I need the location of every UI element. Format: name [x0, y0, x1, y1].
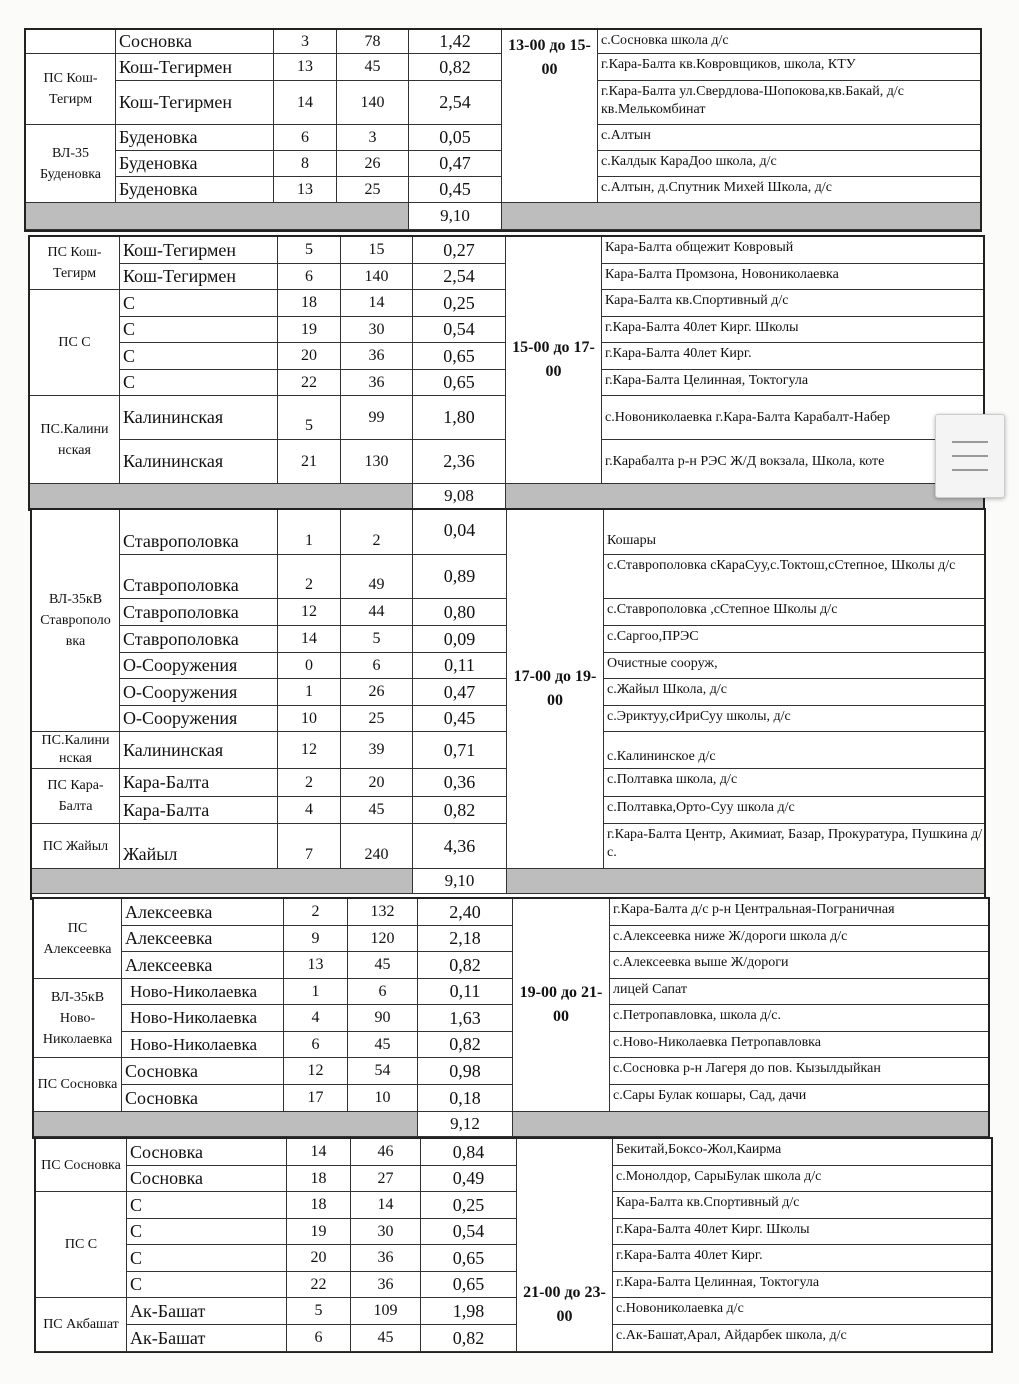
power-value: 0,82 — [421, 1325, 517, 1352]
load-value: 49 — [341, 555, 413, 599]
load-value: 36 — [341, 370, 413, 396]
feeder-number: 14 — [274, 81, 337, 125]
feeder-number: 8 — [274, 151, 337, 177]
power-value: 0,65 — [421, 1272, 517, 1298]
feeder-name: Сосновка — [122, 1085, 284, 1112]
feeder-number: 12 — [278, 732, 341, 769]
feeder-name: Жайыл — [120, 824, 278, 869]
time-window: 15-00 до 17-00 — [506, 237, 602, 484]
feeder-number: 4 — [284, 1005, 348, 1032]
feeder-name: С — [127, 1192, 287, 1219]
feeder-number: 20 — [278, 343, 341, 370]
address-cell: г.Кара-Балта 40лет Кирг. Школы — [602, 317, 983, 343]
feeder-number: 2 — [278, 555, 341, 599]
load-value: 27 — [351, 1166, 421, 1192]
feeder-name: Ак-Башат — [127, 1325, 287, 1352]
load-value: 20 — [341, 769, 413, 797]
feeder-number: 18 — [287, 1192, 351, 1219]
load-value: 10 — [348, 1085, 418, 1112]
power-value: 1,63 — [418, 1005, 513, 1032]
feeder-name: Кара-Балта — [120, 797, 278, 824]
feeder-number: 5 — [278, 237, 341, 264]
load-value: 140 — [337, 81, 409, 125]
feeder-name: Калининская — [120, 396, 278, 440]
feeder-name: Буденовка — [116, 125, 274, 151]
feeder-number: 2 — [278, 769, 341, 797]
power-value: 0,04 — [413, 510, 507, 555]
feeder-number: 20 — [287, 1245, 351, 1272]
feeder-name: Ново-Николаевка — [122, 979, 284, 1005]
time-window: 13-00 до 15-00 — [502, 30, 598, 203]
load-value: 45 — [348, 952, 418, 979]
power-value: 0,84 — [421, 1139, 517, 1166]
address-cell: с.Ставрополовка сКараСуу,с.Токтош,сСтепное, Школы д/с — [604, 555, 984, 599]
feeder-name: Буденовка — [116, 177, 274, 203]
feeder-number: 12 — [278, 599, 341, 626]
load-value: 90 — [348, 1005, 418, 1032]
address-cell: г.Кара-Балта ул.Свердлова-Шопокова,кв.Бакай, д/с кв.Мелькомбинат — [598, 81, 980, 125]
feeder-name: С — [127, 1219, 287, 1245]
load-value: 109 — [351, 1298, 421, 1325]
feeder-name: Ново-Николаевка — [122, 1005, 284, 1032]
feeder-name: Сосновка — [127, 1166, 287, 1192]
substation-cell: ПС С — [30, 290, 120, 396]
load-value: 46 — [351, 1139, 421, 1166]
total-row-fill — [507, 869, 984, 894]
substation-cell: ПС Сосновка — [36, 1139, 127, 1192]
address-cell: с.Алтын — [598, 125, 980, 151]
feeder-number: 21 — [278, 440, 341, 484]
time-window: 21-00 до 23-00 — [517, 1139, 613, 1352]
substation-cell: ПС Кош-Тегирм — [30, 237, 120, 290]
time-window: 17-00 до 19-00 — [507, 510, 604, 869]
load-value: 26 — [337, 151, 409, 177]
power-value: 0,47 — [409, 151, 502, 177]
feeder-name: Ново-Николаевка — [122, 1032, 284, 1058]
power-value: 0,25 — [421, 1192, 517, 1219]
address-cell: лицей Сапат — [610, 979, 988, 1005]
feeder-number: 19 — [278, 317, 341, 343]
power-value: 0,89 — [413, 555, 507, 599]
address-cell: г.Кара-Балта д/с р-н Центральная-Пограничная — [610, 899, 988, 926]
feeder-number: 1 — [278, 679, 341, 706]
feeder-name: С — [127, 1245, 287, 1272]
feeder-number: 5 — [287, 1298, 351, 1325]
feeder-name: С — [120, 370, 278, 396]
feeder-number: 2 — [284, 899, 348, 926]
power-value: 0,82 — [409, 54, 502, 81]
load-value: 5 — [341, 626, 413, 653]
address-cell: Кара-Балта кв.Спортивный д/с — [613, 1192, 991, 1219]
address-cell: Очистные сооруж, — [604, 653, 984, 679]
feeder-name: С — [127, 1272, 287, 1298]
schedule-block-13-15 — [24, 28, 982, 232]
load-value: 54 — [348, 1058, 418, 1085]
load-value: 45 — [348, 1032, 418, 1058]
load-value: 99 — [341, 396, 413, 440]
load-value: 240 — [341, 824, 413, 869]
address-cell: с.Ново-Николаевка Петропавловка — [610, 1032, 988, 1058]
address-cell: Бекитай,Боксо-Жол,Каирма — [613, 1139, 991, 1166]
load-value: 25 — [337, 177, 409, 203]
substation-cell: ПС Жайыл — [32, 824, 120, 869]
feeder-number: 1 — [284, 979, 348, 1005]
total-row-fill — [32, 869, 413, 894]
address-cell: с.Петропавловка, школа д/с. — [610, 1005, 988, 1032]
power-value: 0,82 — [413, 797, 507, 824]
load-value: 3 — [337, 125, 409, 151]
feeder-name: Алексеевка — [122, 952, 284, 979]
substation-cell: ВЛ-35кВ Ново-Николаевка — [34, 979, 122, 1058]
feeder-number: 18 — [287, 1166, 351, 1192]
substation-cell: ПС Акбашат — [36, 1298, 127, 1352]
feeder-number: 7 — [278, 824, 341, 869]
feeder-number: 1 — [278, 510, 341, 555]
power-value: 2,40 — [418, 899, 513, 926]
load-value: 39 — [341, 732, 413, 769]
feeder-number: 5 — [278, 396, 341, 440]
substation-cell: ВЛ-35 Буденовка — [26, 125, 116, 203]
feeder-name: Ставрополовка — [120, 555, 278, 599]
substation-cell: ПС Кош-Тегирм — [26, 54, 116, 125]
load-value: 2 — [341, 510, 413, 555]
hamburger-line — [952, 469, 988, 471]
hamburger-line — [952, 455, 988, 457]
total-value: 9,10 — [413, 869, 507, 894]
load-value: 36 — [351, 1272, 421, 1298]
power-value: 2,36 — [413, 440, 506, 484]
substation-cell: ПС.Калини нская — [30, 396, 120, 484]
feeder-name: Калининская — [120, 732, 278, 769]
power-value: 2,54 — [409, 81, 502, 125]
power-value: 0,27 — [413, 237, 506, 264]
power-value: 0,11 — [418, 979, 513, 1005]
load-value: 120 — [348, 926, 418, 952]
load-value: 14 — [351, 1192, 421, 1219]
power-value: 0,80 — [413, 599, 507, 626]
address-cell: с.Новониколаевка д/с — [613, 1298, 991, 1325]
feeder-name: Сосновка — [122, 1058, 284, 1085]
feeder-number: 14 — [287, 1139, 351, 1166]
address-cell: с.Ак-Башат,Арал, Айдарбек школа, д/с — [613, 1325, 991, 1352]
address-cell: с.Саргоо,ПРЭС — [604, 626, 984, 653]
total-row-fill — [506, 484, 983, 509]
feeder-number: 13 — [274, 54, 337, 81]
power-value: 0,65 — [413, 370, 506, 396]
address-cell: с.Ставрополовка ,сСтепное Школы д/с — [604, 599, 984, 626]
feeder-name: О-Сооружения — [120, 679, 278, 706]
substation-cell: ПС Сосновка — [34, 1058, 122, 1112]
schedule-block-21-23 — [34, 1137, 993, 1353]
total-value: 9,12 — [418, 1112, 513, 1137]
feeder-number: 17 — [284, 1085, 348, 1112]
substation-cell: ПС С — [36, 1192, 127, 1298]
time-window: 19-00 до 21-00 — [513, 899, 610, 1112]
feeder-number: 6 — [278, 264, 341, 290]
total-row-fill — [513, 1112, 988, 1137]
load-value: 130 — [341, 440, 413, 484]
address-cell: Кара-Балта кв.Спортивный д/с — [602, 290, 983, 317]
address-cell: с.Калининское д/с — [604, 732, 984, 769]
power-value: 0,71 — [413, 732, 507, 769]
substation-cell: ПС Алексеевка — [34, 899, 122, 979]
address-cell: с.Сосновка р-н Лагеря до пов. Кызылдыйкан — [610, 1058, 988, 1085]
feeder-name: О-Сооружения — [120, 653, 278, 679]
feeder-number: 9 — [284, 926, 348, 952]
substation-cell — [26, 30, 116, 54]
feeder-name: Буденовка — [116, 151, 274, 177]
power-value: 0,49 — [421, 1166, 517, 1192]
feeder-name: Кош-Тегирмен — [120, 237, 278, 264]
load-value: 30 — [351, 1219, 421, 1245]
schedule-block-15-17 — [28, 235, 985, 511]
address-cell: Кара-Балта общежит Ковровый — [602, 237, 983, 264]
load-value: 15 — [341, 237, 413, 264]
feeder-name: Ставрополовка — [120, 510, 278, 555]
address-cell: г.Кара-Балта Центр, Акимиат, Базар, Прокуратура, Пушкина д/с. — [604, 824, 984, 869]
address-cell: г.Кара-Балта 40лет Кирг. — [613, 1245, 991, 1272]
feeder-name: Ак-Башат — [127, 1298, 287, 1325]
load-value: 6 — [341, 653, 413, 679]
hamburger-line — [952, 441, 988, 443]
address-cell: г.Кара-Балта Целинная, Токтогула — [602, 370, 983, 396]
load-value: 36 — [341, 343, 413, 370]
total-row-fill — [502, 203, 980, 230]
total-row-fill — [26, 203, 409, 230]
power-value: 0,82 — [418, 1032, 513, 1058]
power-value: 0,65 — [421, 1245, 517, 1272]
load-value: 132 — [348, 899, 418, 926]
address-cell: г.Карабалта р-н РЭС Ж/Д вокзала, Школа, коте — [602, 440, 983, 484]
load-value: 30 — [341, 317, 413, 343]
load-value: 26 — [341, 679, 413, 706]
feeder-number: 22 — [278, 370, 341, 396]
power-value: 0,54 — [413, 317, 506, 343]
address-cell: Кара-Балта Промзона, Новониколаевка — [602, 264, 983, 290]
address-cell: с.Алтын, д.Спутник Михей Школа, д/с — [598, 177, 980, 203]
feeder-name: С — [120, 317, 278, 343]
address-cell: с.Новониколаевка г.Кара-Балта Карабалт-Набер — [602, 396, 983, 440]
feeder-name: Ставрополовка — [120, 626, 278, 653]
feeder-number: 18 — [278, 290, 341, 317]
power-value: 4,36 — [413, 824, 507, 869]
substation-cell: ПС.Калини нская — [32, 732, 120, 769]
power-value: 1,80 — [413, 396, 506, 440]
feeder-number: 12 — [284, 1058, 348, 1085]
address-cell: с.Алексеевка ниже Ж/дороги школа д/с — [610, 926, 988, 952]
address-cell: с.Полтавка,Орто-Суу школа д/с — [604, 797, 984, 824]
feeder-number: 14 — [278, 626, 341, 653]
feeder-name: Ставрополовка — [120, 599, 278, 626]
load-value: 14 — [341, 290, 413, 317]
total-row-fill — [30, 484, 413, 509]
address-cell: с.Жайыл Школа, д/с — [604, 679, 984, 706]
power-value: 0,98 — [418, 1058, 513, 1085]
feeder-name: Кош-Тегирмен — [116, 54, 274, 81]
load-value: 45 — [341, 797, 413, 824]
substation-cell: ПС Кара-Балта — [32, 769, 120, 824]
feeder-name: Сосновка — [116, 30, 274, 54]
feeder-number: 19 — [287, 1219, 351, 1245]
feeder-name: С — [120, 290, 278, 317]
address-cell: с.Сары Булак кошары, Сад, дачи — [610, 1085, 988, 1112]
load-value: 44 — [341, 599, 413, 626]
address-cell: с.Калдык КараДоо школа, д/с — [598, 151, 980, 177]
feeder-number: 13 — [274, 177, 337, 203]
feeder-number: 10 — [278, 706, 341, 732]
load-value: 140 — [341, 264, 413, 290]
power-value: 0,54 — [421, 1219, 517, 1245]
power-value: 0,36 — [413, 769, 507, 797]
address-cell: г.Кара-Балта Целинная, Токтогула — [613, 1272, 991, 1298]
power-value: 0,11 — [413, 653, 507, 679]
total-row-fill — [34, 1112, 418, 1137]
feeder-number: 4 — [278, 797, 341, 824]
address-cell: г.Кара-Балта кв.Ковровщиков, школа, КТУ — [598, 54, 980, 81]
power-value: 0,65 — [413, 343, 506, 370]
power-value: 1,98 — [421, 1298, 517, 1325]
address-cell: с.Полтавка школа, д/с — [604, 769, 984, 797]
feeder-number: 13 — [284, 952, 348, 979]
feeder-number: 6 — [284, 1032, 348, 1058]
power-value: 2,54 — [413, 264, 506, 290]
feeder-name: Кара-Балта — [120, 769, 278, 797]
feeder-name: О-Сооружения — [120, 706, 278, 732]
load-value: 36 — [351, 1245, 421, 1272]
address-cell: г.Кара-Балта 40лет Кирг. — [602, 343, 983, 370]
feeder-name: Алексеевка — [122, 899, 284, 926]
feeder-name: Кош-Тегирмен — [116, 81, 274, 125]
address-cell: с.Эриктуу,сИриСуу школы, д/с — [604, 706, 984, 732]
load-value: 6 — [348, 979, 418, 1005]
schedule-block-19-21 — [32, 897, 990, 1139]
feeder-number: 6 — [287, 1325, 351, 1352]
power-value: 2,18 — [418, 926, 513, 952]
load-value: 45 — [337, 54, 409, 81]
power-value: 0,45 — [413, 706, 507, 732]
load-value: 25 — [341, 706, 413, 732]
power-value: 0,05 — [409, 125, 502, 151]
address-cell: Кошары — [604, 510, 984, 555]
address-cell: г.Кара-Балта 40лет Кирг. Школы — [613, 1219, 991, 1245]
power-value: 0,18 — [418, 1085, 513, 1112]
menu-button[interactable] — [935, 414, 1005, 498]
feeder-number: 3 — [274, 30, 337, 54]
power-value: 0,47 — [413, 679, 507, 706]
schedule-block-17-19 — [30, 508, 986, 900]
feeder-name: Сосновка — [127, 1139, 287, 1166]
feeder-number: 6 — [274, 125, 337, 151]
power-value: 0,25 — [413, 290, 506, 317]
power-value: 0,45 — [409, 177, 502, 203]
feeder-name: С — [120, 343, 278, 370]
address-cell: с.Монолдор, СарыБулак школа д/с — [613, 1166, 991, 1192]
power-value: 0,82 — [418, 952, 513, 979]
feeder-number: 0 — [278, 653, 341, 679]
power-value: 0,09 — [413, 626, 507, 653]
total-value: 9,08 — [413, 484, 506, 509]
address-cell: с.Алексеевка выше Ж/дороги — [610, 952, 988, 979]
load-value: 78 — [337, 30, 409, 54]
feeder-name: Кош-Тегирмен — [120, 264, 278, 290]
address-cell: с.Сосновка школа д/с — [598, 30, 980, 54]
feeder-name: Калининская — [120, 440, 278, 484]
feeder-name: Алексеевка — [122, 926, 284, 952]
feeder-number: 22 — [287, 1272, 351, 1298]
total-value: 9,10 — [409, 203, 502, 230]
power-value: 1,42 — [409, 30, 502, 54]
substation-cell: ВЛ-35кВ Ставрополо вка — [32, 510, 120, 732]
load-value: 45 — [351, 1325, 421, 1352]
